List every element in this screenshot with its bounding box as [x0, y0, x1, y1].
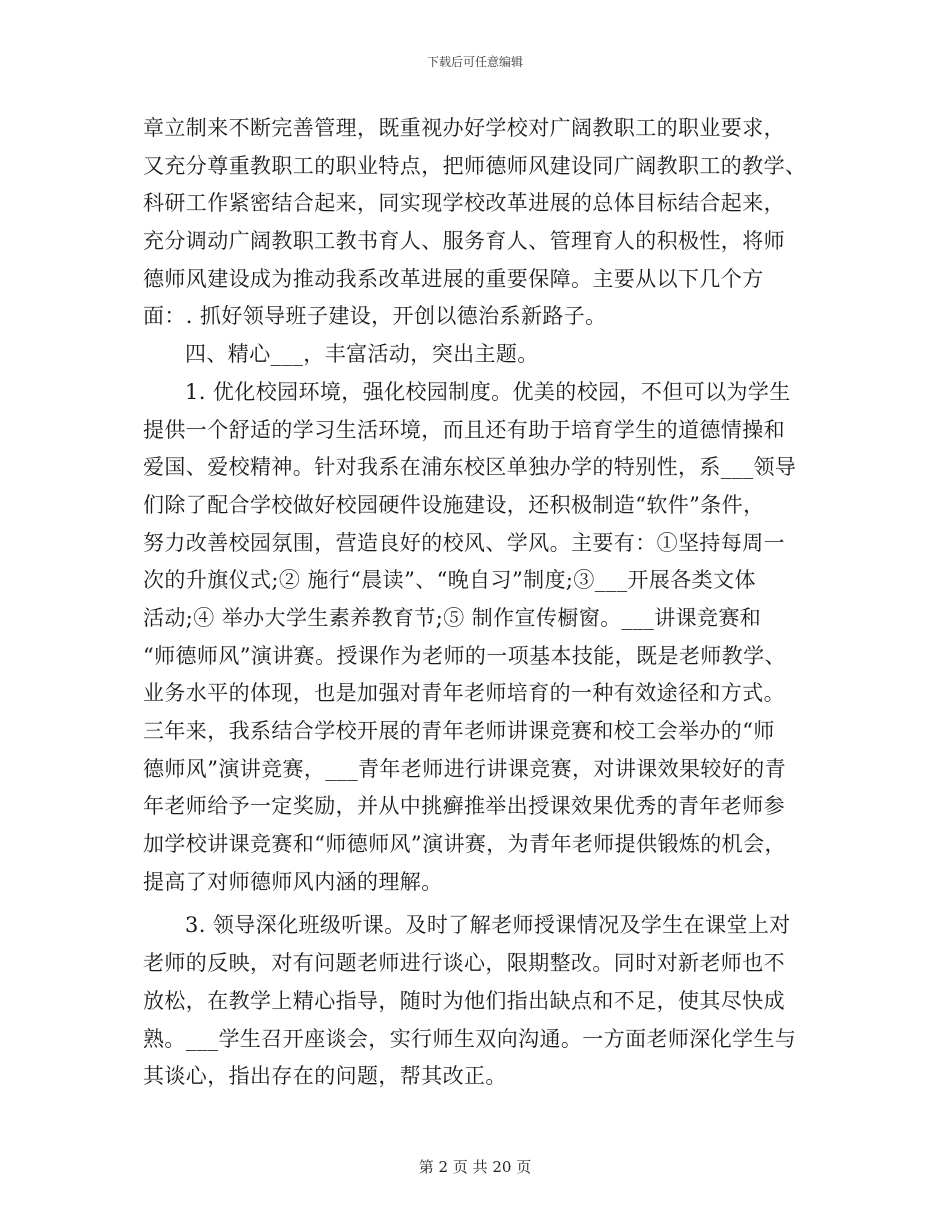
- body-line: 次的升旗仪式;② 施行“晨读”、“晚自习”制度;③___开展各类文体: [143, 568, 756, 593]
- body-line: 业务水平的体现，也是加强对青年老师培育的一种有效途径和方式。: [143, 681, 785, 706]
- body-line: 面：. 抓好领导班子建设，开创以德治系新路子。: [143, 304, 607, 329]
- section-heading: 四、精心___，丰富活动，突出主题。: [185, 342, 539, 367]
- paragraph-start: 1. 优化校园环境，强化校园制度。优美的校园，不但可以为学生: [185, 379, 791, 404]
- body-line: 放松，在教学上精心指导，随时为他们指出缺点和不足，使其尽快成: [143, 988, 785, 1013]
- body-line: 充分调动广阔教职工教书育人、服务育人、管理育人的积极性，将师: [143, 229, 785, 254]
- document-body: [143, 110, 823, 1096]
- body-line: 提供一个舒适的学习生活环境，而且还有助于培育学生的道德情操和: [143, 417, 785, 442]
- body-line: 加学校讲课竞赛和“师德师风”演讲赛，为青年老师提供锻炼的机会，: [143, 832, 786, 857]
- body-line: 熟。___学生召开座谈会，实行师生双向沟通。一方面老师深化学生与: [143, 1026, 797, 1051]
- body-line: 又充分尊重教职工的职业特点，把师德师风建设同广阔教职工的教学、: [143, 153, 807, 178]
- body-line: 活动;④ 举办大学生素养教育节;⑤ 制作宣传橱窗。___讲课竞赛和: [143, 605, 762, 630]
- body-line: “师德师风”演讲赛。授课作为老师的一项基本技能，既是老师教学、: [143, 643, 786, 668]
- body-line: 爱国、爱校精神。针对我系在浦东校区单独办学的特别性，系___领导: [143, 455, 797, 480]
- body-line: 德师风”演讲竞赛，___青年老师进行讲课竞赛，对讲课效果较好的青: [143, 756, 787, 781]
- body-line: 们除了配合学校做好校园硬件设施建设，还积极制造“软件”条件，: [143, 492, 765, 517]
- body-line: 其谈心，指出存在的问题，帮其改正。: [143, 1064, 507, 1089]
- body-line: 年老师给予一定奖励，并从中挑癣推举出授课效果优秀的青年老师参: [143, 794, 785, 819]
- body-line: 提高了对师德师风内涵的理解。: [143, 869, 443, 894]
- paragraph-start: 3. 领导深化班级听课。及时了解老师授课情况及学生在课堂上对: [185, 913, 791, 938]
- body-line: 老师的反映，对有问题老师进行谈心，限期整改。同时对新老师也不: [143, 951, 785, 976]
- body-line: 德师风建设成为推动我系改革进展的重要保障。主要从以下几个方: [143, 266, 764, 291]
- body-line: 科研工作紧密结合起来，同实现学校改革进展的总体目标结合起来，: [143, 191, 785, 216]
- header-note: 下载后可任意编辑: [426, 55, 523, 69]
- page-number: 第 2 页 共 20 页: [418, 1158, 532, 1176]
- body-line: 努力改善校园氛围，营造良好的校风、学风。主要有：①坚持每周一: [143, 530, 785, 555]
- body-line: 三年来，我系结合学校开展的青年老师讲课竞赛和校工会举办的“师: [143, 719, 775, 743]
- body-line: 章立制来不断完善管理，既重视办好学校对广阔教职工的职业要求，: [143, 116, 785, 140]
